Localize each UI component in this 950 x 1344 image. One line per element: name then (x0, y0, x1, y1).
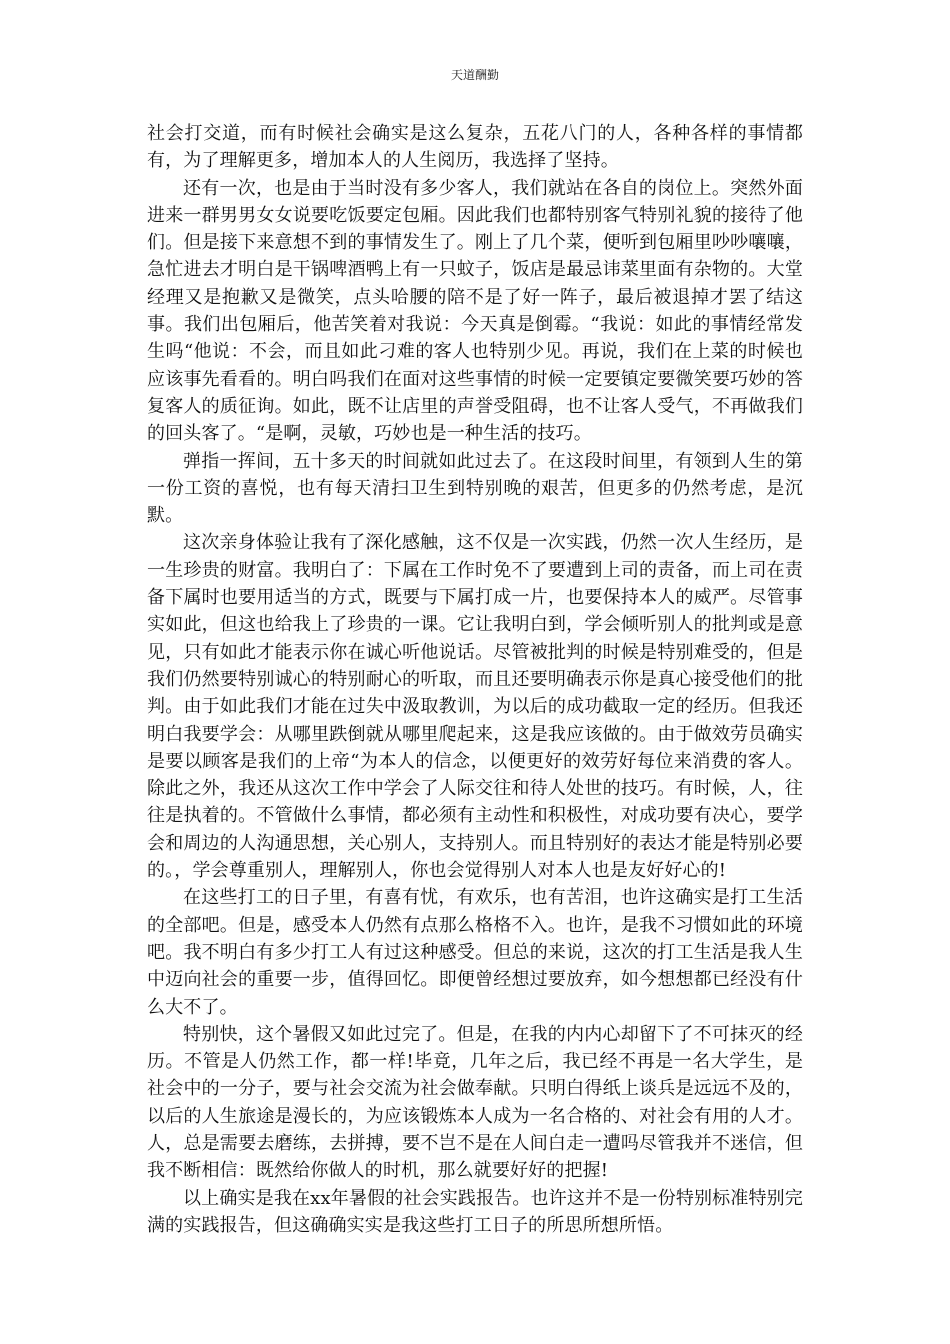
paragraph-conclusion: 以上确实是我在xx年暑假的社会实践报告。也许这并不是一份特别标准特别完满的实践报告，但这确确实实是我这些打工日子的所思所想所悟。 (147, 1187, 803, 1236)
paragraph-restaurant-story: 还有一次，也是由于当时没有多少客人，我们就站在各自的岗位上。突然外面进来一群男男女女说要吃饭要定包厢。因此我们也都特别客气特别礼貌的接待了他们。但是接下来意想不到的事情发生了。刚上了几个菜，便听到包厢里吵吵嚷嚷，急忙进去才明白是干锅啤酒鸭上有一只蚊子，饭店是最忌讳菜里面有杂物的。大堂经理又是抱歉又是微笑，点头哈腰的陪不是了好一阵子，最后被退掉才罢了结这事。我们出包厢后，他苦笑着对我说：今天真是倒霉。“我说：如此的事情经常发生吗“他说：不会，而且如此刁难的客人也特别少见。再说，我们在上菜的时候也应该事先看看的。明白吗我们在面对这些事情的时候一定要镇定要微笑要巧妙的答复客人的质征询。如此，既不让店里的声誉受阻碍，也不让客人受气，不再做我们的回头客了。“是啊，灵敏，巧妙也是一种生活的技巧。 (147, 177, 803, 445)
paragraph-continuation: 社会打交道，而有时候社会确实是这么复杂，五花八门的人，各种各样的事情都有，为了理解更多，增加本人的人生阅历，我选择了坚持。 (147, 123, 803, 172)
report-body (147, 120, 803, 1239)
paragraph-work-days: 在这些打工的日子里，有喜有忧，有欢乐，也有苦泪，也许这确实是打工生活的全部吧。但是，感受本人仍然有点那么格格不入。也许，是我不习惯如此的环境吧。我不明白有多少打工人有过这种感受。但总的来说，这次的打工生活是我人生中迈向社会的重要一步，值得回忆。即便曾经想过要放弃，如今想想都已经没有什么大不了。 (147, 887, 803, 1018)
page-header: 天道酬勤 (450, 68, 499, 82)
paragraph-fifty-days: 弹指一挥间，五十多天的时间就如此过去了。在这段时间里，有领到人生的第一份工资的喜悦，也有每天清扫卫生到特别晚的艰苦，但更多的仍然考虑，是沉默。 (147, 450, 803, 527)
paragraph-reflection: 这次亲身体验让我有了深化感触，这不仅是一次实践，仍然一次人生经历，是一生珍贵的财富。我明白了：下属在工作时免不了要遭到上司的责备，而上司在责备下属时也要用适当的方式，既要与下属打成一片，也要保持本人的威严。尽管事实如此，但这也给我上了珍贵的一课。它让我明白到，学会倾听别人的批判或是意见，只有如此才能表示你在诚心听他说话。尽管被批判的时候是特别难受的，但是我们仍然要特别诚心的特别耐心的听取，而且还要明确表示你是真心接受他们的批判。由于如此我们才能在过失中汲取教训，为以后的成功截取一定的经历。但我还明白我要学会：从哪里跌倒就从哪里爬起来，这是我应该做的。由于做效劳员确实是要以顾客是我们的上帝“为本人的信念，以便更好的效劳好每位来消费的客人。除此之外，我还从这次工作中学会了人际交往和待人处世的技巧。有时候，人，往往是执着的。不管做什么事情，都必须有主动性和积极性，对成功要有决心，要学会和周边的人沟通思想，关心别人，支持别人。而且特别好的表达才能是特别必要的。，学会尊重别人，理解别人，你也会觉得别人对本人也是友好好心的! (147, 532, 803, 882)
paragraph-summer-end: 特别快，这个暑假又如此过完了。但是，在我的内内心却留下了不可抹灭的经历。不管是人仍然工作，都一样!毕竟，几年之后，我已经不再是一名大学生，是社会中的一分子，要与社会交流为社会做奉献。只明白得纸上谈兵是远远不及的，以后的人生旅途是漫长的，为应该锻炼本人成为一名合格的、对社会有用的人才。人，总是需要去磨练，去拼搏，要不岂不是在人间白走一遭吗尽管我并不迷信，但我不断相信：既然给你做人的时机，那么就要好好的把握! (147, 1023, 803, 1182)
